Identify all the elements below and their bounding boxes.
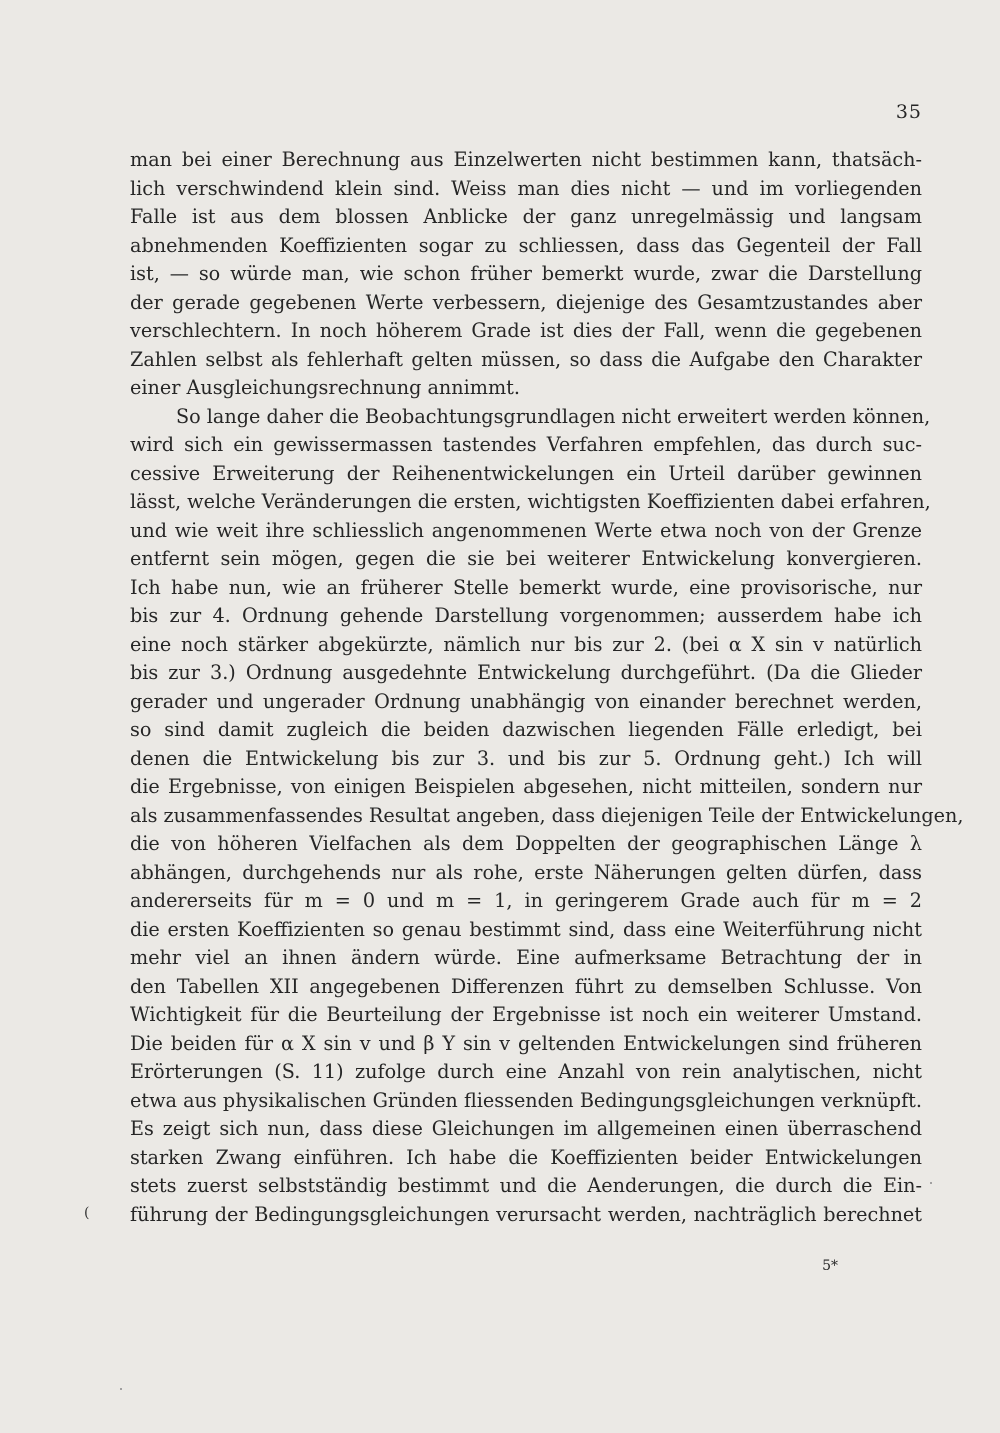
text-line: stets zuerst selbstständig bestimmt und die Aenderungen, die durch die Ein-: [130, 1174, 922, 1197]
text-line: lich verschwindend klein sind. Weiss man dies nicht — und im vorliegenden: [130, 176, 922, 200]
text-line: Erörterungen (S. 11) zufolge durch eine Anzahl von rein analytischen, nicht: [130, 1060, 922, 1083]
text-line: denen die Entwickelung bis zur 3. und bis zur 5. Ordnung geht.) Ich will: [130, 746, 922, 770]
text-line: den Tabellen XII angegebenen Differenzen führt zu demselben Schlusse. Von: [130, 974, 922, 998]
page-number: 35: [895, 101, 922, 123]
text-line: Es zeigt sich nun, dass diese Gleichungen im allgemeinen einen überraschend: [130, 1117, 922, 1140]
text-line: und wie weit ihre schliesslich angenommenen Werte etwa noch von der Grenze: [130, 518, 922, 542]
text-line: die von höheren Vielfachen als dem Doppelten der geographischen Länge λ: [130, 832, 922, 855]
text-line: die ersten Koeffizienten so genau bestimmt sind, dass eine Weiterführung nicht: [130, 917, 922, 941]
text-line: abhängen, durchgehends nur als rohe, erste Näherungen gelten dürfen, dass: [130, 860, 922, 884]
text-line: Ich habe nun, wie an früherer Stelle bemerkt wurde, eine provisorische, nur: [130, 575, 922, 599]
text-line: so sind damit zugleich die beiden dazwischen liegenden Fälle erledigt, bei: [130, 718, 922, 741]
text-line: gerader und ungerader Ordnung unabhängig von einander berechnet werden,: [130, 689, 922, 713]
margin-mark: (: [84, 1205, 90, 1221]
paper-speck: [930, 1182, 932, 1184]
text-line: verschlechtern. In noch höherem Grade ist dies der Fall, wenn die gegebenen: [130, 319, 922, 342]
text-line: cessive Erweiterung der Reihenentwickelungen ein Urteil darüber gewinnen: [130, 461, 922, 485]
text-line: entfernt sein mögen, gegen die sie bei weiterer Entwickelung konvergieren.: [130, 547, 922, 570]
text-line: wird sich ein gewissermassen tastendes Verfahren empfehlen, das durch suc-: [130, 433, 922, 456]
text-line: der gerade gegebenen Werte verbessern, diejenige des Gesamtzustandes aber: [130, 290, 922, 314]
text-line: abnehmenden Koeffizienten sogar zu schliessen, dass das Gegenteil der Fall: [130, 233, 922, 257]
text-line: Falle ist aus dem blossen Anblicke der ganz unregelmässig und langsam: [130, 205, 922, 228]
signature-mark: 5*: [822, 1258, 838, 1274]
text-line: andererseits für m = 0 und m = 1, in geringerem Grade auch für m = 2: [130, 889, 922, 912]
text-line: ist, — so würde man, wie schon früher bemerkt wurde, zwar die Darstellung: [130, 262, 922, 285]
text-line: führung der Bedingungsgleichungen verursacht werden, nachträglich berechnet: [130, 1202, 922, 1226]
text-line: eine noch stärker abgekürzte, nämlich nur bis zur 2. (bei α X sin v natürlich: [130, 632, 922, 656]
text-line: Zahlen selbst als fehlerhaft gelten müssen, so dass die Aufgabe den Charakter: [130, 347, 922, 371]
text-line: starken Zwang einführen. Ich habe die Koeffizienten beider Entwickelungen: [130, 1145, 922, 1169]
text-line: bis zur 3.) Ordnung ausgedehnte Entwickelung durchgeführt. (Da die Glieder: [130, 661, 922, 684]
text-line: die Ergebnisse, von einigen Beispielen abgesehen, nicht mitteilen, sondern nur: [130, 775, 922, 798]
text-line: Die beiden für α X sin v und β Y sin v geltenden Entwickelungen sind früheren: [130, 1031, 922, 1055]
paragraph-start-line: So lange daher die Beobachtungsgrundlagen nicht erweitert werden können,: [176, 404, 931, 428]
text-line: etwa aus physikalischen Gründen fliessenden Bedingungsgleichungen verknüpft.: [130, 1088, 922, 1112]
text-line: als zusammenfassendes Resultat angeben, dass diejenigen Teile der Entwickelungen,: [130, 803, 964, 827]
paragraph-end-line: einer Ausgleichungsrechnung annimmt.: [130, 376, 520, 399]
text-line: man bei einer Berechnung aus Einzelwerten nicht bestimmen kann, thatsäch-: [130, 148, 922, 171]
text-line: mehr viel an ihnen ändern würde. Eine aufmerksame Betrachtung der in: [130, 946, 922, 969]
text-line: bis zur 4. Ordnung gehende Darstellung vorgenommen; ausserdem habe ich: [130, 604, 922, 627]
paper-speck: [120, 1388, 122, 1390]
text-line: Wichtigkeit für die Beurteilung der Ergebnisse ist noch ein weiterer Umstand.: [130, 1003, 922, 1026]
body-text: [130, 146, 964, 1229]
text-line: lässt, welche Veränderungen die ersten, wichtigsten Koeffizienten dabei erfahren,: [130, 490, 931, 513]
